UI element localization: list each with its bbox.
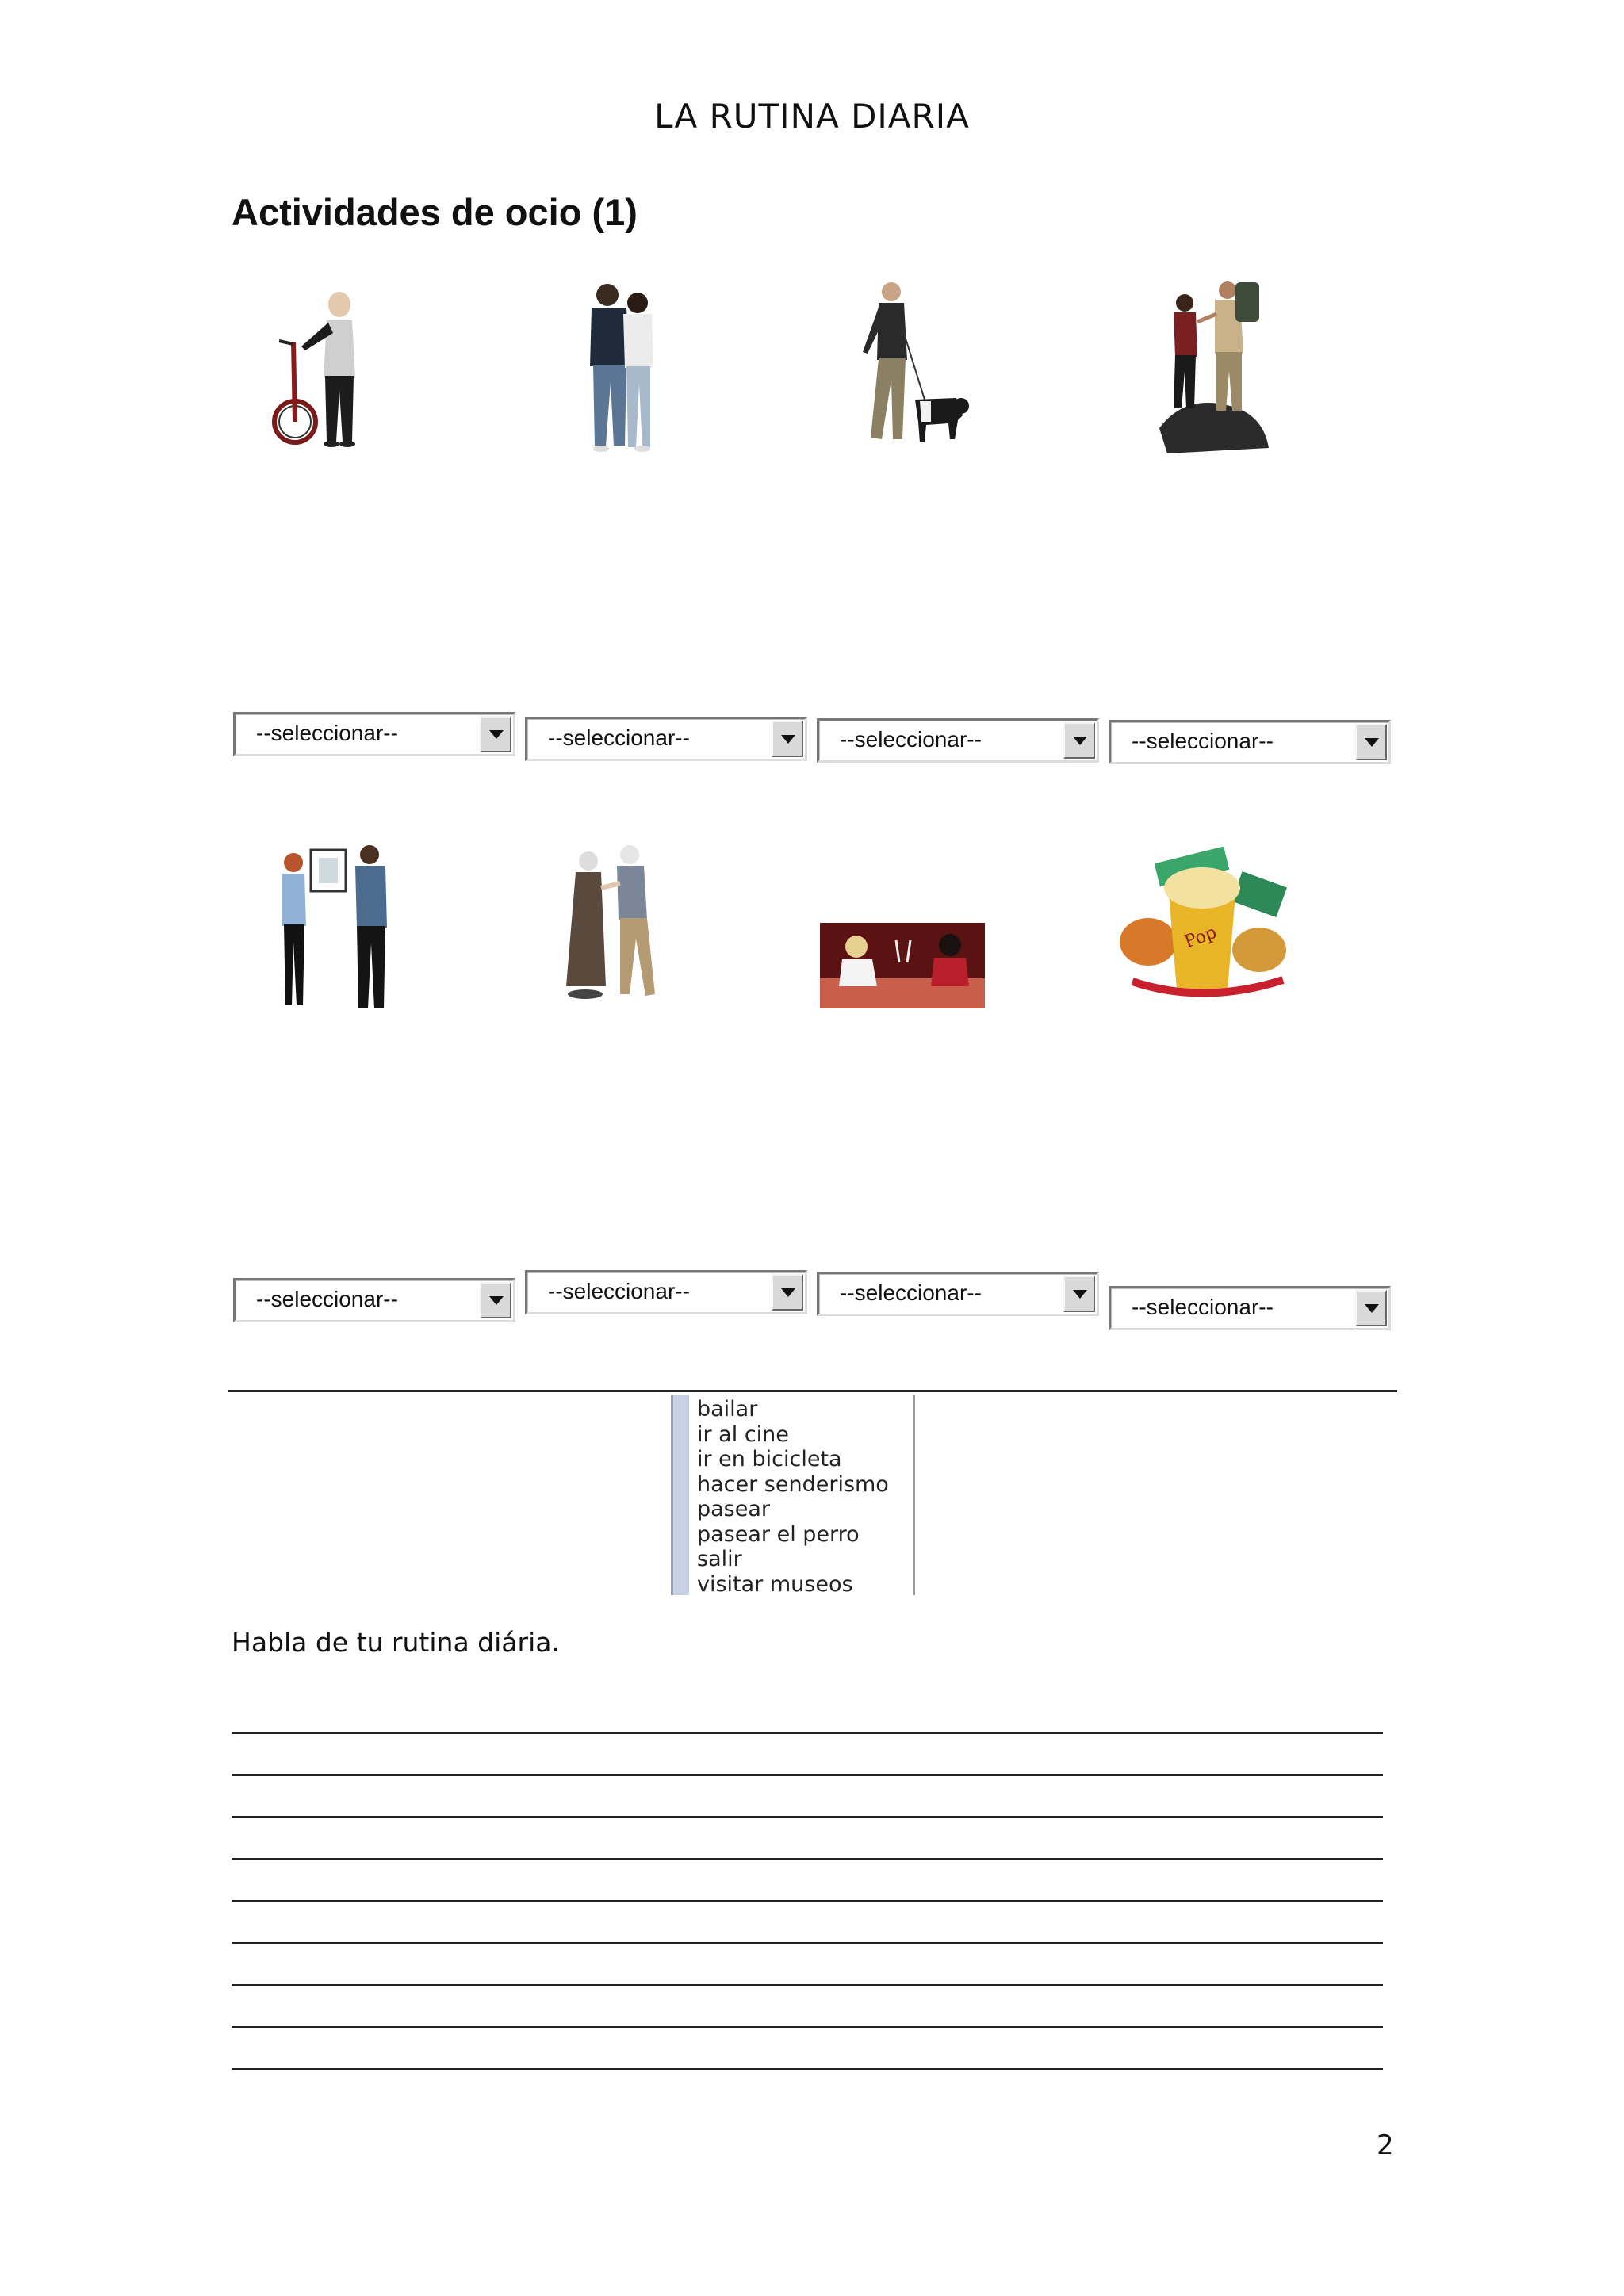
page-number: 2 [1377, 2130, 1394, 2161]
answer-line[interactable] [232, 1858, 1383, 1860]
activity-select-4-value: --seleccionar-- [1132, 729, 1274, 753]
activity-select-5[interactable] [233, 1278, 515, 1322]
person-with-bicycle-icon [270, 279, 365, 453]
activity-select-2-value: --seleccionar-- [548, 725, 690, 750]
activity-select-1-value: --seleccionar-- [256, 721, 398, 745]
answer-line[interactable] [232, 1732, 1383, 1734]
word-bank-option[interactable]: bailar [697, 1397, 758, 1422]
answer-line[interactable] [232, 1942, 1383, 1944]
hikers-on-rock-icon [1151, 277, 1270, 457]
chevron-down-icon[interactable] [480, 1282, 511, 1318]
chevron-down-icon[interactable] [772, 721, 803, 757]
chevron-down-icon[interactable] [1063, 722, 1095, 759]
activity-select-6-value: --seleccionar-- [548, 1279, 690, 1303]
section-divider [228, 1390, 1397, 1392]
activity-select-8[interactable] [1109, 1286, 1391, 1330]
answer-line[interactable] [232, 1900, 1383, 1902]
word-bank-option[interactable]: hacer senderismo [697, 1471, 889, 1497]
answer-line[interactable] [232, 2026, 1383, 2028]
activity-select-7[interactable] [817, 1272, 1099, 1316]
activity-select-4[interactable] [1109, 720, 1391, 764]
word-bank-option[interactable]: pasear el perro [697, 1521, 860, 1547]
answer-line[interactable] [232, 1774, 1383, 1776]
word-bank-option[interactable]: ir en bicicleta [697, 1447, 842, 1471]
museum-visitors-icon [276, 839, 396, 1016]
chevron-down-icon[interactable] [480, 716, 511, 752]
activity-select-5-value: --seleccionar-- [256, 1287, 398, 1311]
activity-select-2[interactable] [525, 717, 807, 761]
couple-walking-icon [568, 279, 666, 458]
friends-toasting-icon [820, 923, 985, 1008]
word-bank-list[interactable] [671, 1395, 915, 1595]
chevron-down-icon[interactable] [1355, 724, 1387, 760]
section-title: Actividades de ocio (1) [232, 191, 638, 233]
dancing-couple-icon [553, 844, 666, 1010]
word-bank-option[interactable]: visitar museos [697, 1571, 853, 1597]
chevron-down-icon[interactable] [772, 1274, 803, 1311]
activity-select-6[interactable] [525, 1270, 807, 1314]
activity-select-3-value: --seleccionar-- [840, 727, 982, 752]
activity-select-8-value: --seleccionar-- [1132, 1295, 1274, 1319]
word-bank-option[interactable]: pasear [697, 1497, 771, 1521]
chevron-down-icon[interactable] [1355, 1290, 1387, 1326]
chevron-down-icon[interactable] [1063, 1276, 1095, 1312]
answer-line[interactable] [232, 1816, 1383, 1818]
word-bank-option[interactable]: ir al cine [697, 1422, 789, 1447]
answer-line[interactable] [232, 2068, 1383, 2070]
activity-select-1[interactable] [233, 712, 515, 756]
list-stripe [673, 1395, 689, 1595]
svg-text:Pop: Pop [1182, 922, 1220, 953]
writing-prompt: Habla de tu rutina diária. [232, 1627, 560, 1658]
activity-select-3[interactable] [817, 718, 1099, 763]
activity-select-7-value: --seleccionar-- [840, 1280, 982, 1305]
word-bank-option[interactable]: salir [697, 1547, 742, 1571]
page-header-title: LA RUTINA DIARIA [654, 97, 970, 136]
man-walking-dog-icon [852, 281, 969, 455]
answer-line[interactable] [232, 1984, 1383, 1986]
popcorn-tickets-icon [1116, 847, 1293, 1023]
